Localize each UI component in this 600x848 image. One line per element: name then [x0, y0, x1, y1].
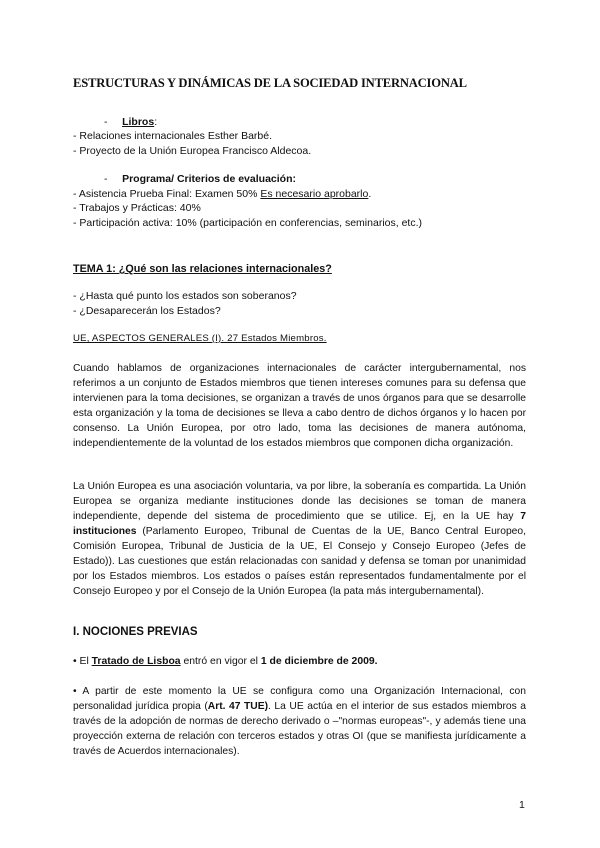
libros-colon: : — [154, 116, 158, 128]
section-1-bullet-1 — [73, 655, 378, 669]
paragraph-2-part-2: (Parlamento Europeo, Tribunal de Cuentas de la UE, Banco Central Europeo, Comisión Europea, Tribunal de Justicia de la UE, El Consejo y Consejo Europeo (Jefes de Estado)). Las cuestiones que están relacionadas con sanidad y defensa se toman por unanimidad por los Estados miembros. Los estados o países están representados fundamentalmente por el Consejo Europeo y por el Consejo de la Unión Europea (la pata más intergubernamental). — [73, 526, 526, 597]
bullet-2-part-1: • A partir de este momento la UE se configura como una Organización Internacional, con personalidad jurídica propia ( — [73, 686, 526, 712]
paragraph-2-bold: 7 instituciones — [73, 511, 526, 537]
section-1-bullet-2 — [73, 684, 526, 759]
tema1-question-2: - ¿Desaparecerán los Estados? — [73, 305, 221, 317]
programa-item-1-text: - Asistencia Prueba Final: Examen 50% — [73, 188, 258, 200]
tema1-heading: TEMA 1: ¿Qué son las relaciones internacionales? — [73, 263, 332, 275]
libros-label: Libros — [122, 116, 155, 128]
programa-bullet: - — [104, 173, 108, 185]
libros-item-1: - Relaciones internacionales Esther Barbé. — [73, 130, 273, 142]
programa-item-1-suffix: . — [368, 188, 372, 200]
libros-item-2: - Proyecto de la Unión Europea Francisco Aldecoa. — [73, 145, 312, 157]
bullet-1-prefix: • El — [73, 656, 92, 667]
programa-heading — [104, 172, 296, 186]
section-1-heading: I. NOCIONES PREVIAS — [73, 626, 198, 638]
programa-item-3: - Participación activa: 10% (participación en conferencias, seminarios, etc.) — [73, 217, 422, 229]
programa-item-1 — [73, 187, 371, 201]
page-number: 1 — [519, 799, 525, 811]
paragraph-1-text: Cuando hablamos de organizaciones internacionales de carácter intergubernamental, nos referimos a un conjunto de Estados miembros que tienen intereses comunes para su defensa que intervienen para la toma decisiones, se organizan a través de unos órganos para que se desarrolle esta organización y la toma de decisiones se lleva a cabo dentro de dichos órganos y lo hacen por consenso. La Unión Europea, por otro lado, toma las decisiones de manera autónoma, independientemente de la voluntad de los estados miembros que componen dicha organización. — [73, 363, 526, 449]
paragraph-2-part-1: La Unión Europea es una asociación voluntaria, va por libre, la soberanía es compartida. La Unión Europea se organiza mediante instituciones donde las decisiones se toman de manera independiente, depende del sistema de procedimiento que se utilice. Ej, en la UE hay — [73, 481, 526, 522]
bullet-2-bold: Art. 47 TUE) — [207, 701, 269, 712]
bullet-1-date: 1 de diciembre de 2009. — [260, 656, 378, 667]
programa-item-1-link[interactable]: Es necesario aprobarlo — [260, 188, 369, 200]
ue-heading: UE, ASPECTOS GENERALES (I). 27 Estados Miembros. — [73, 333, 327, 344]
tema1-question-1: - ¿Hasta qué punto los estados son soberanos? — [73, 290, 297, 302]
tratado-lisboa-link[interactable]: Tratado de Lisboa — [91, 656, 181, 667]
bullet-2-part-2: . La UE actúa en el interior de sus estados miembros a través de la adopción de normas de derecho derivado o –"normas europeas"-, y además tiene una proyección externa de relación con terceros estados y otras OI (que se manifiesta jurídicamente a través de Acuerdos internacionales). — [73, 701, 527, 757]
programa-item-2: - Trabajos y Prácticas: 40% — [73, 202, 201, 214]
programa-label: Programa/ Criterios de evaluación: — [122, 173, 296, 185]
paragraph-2 — [73, 479, 526, 599]
libros-bullet: - — [104, 116, 108, 128]
paragraph-1 — [73, 361, 526, 451]
document-title: ESTRUCTURAS Y DINÁMICAS DE LA SOCIEDAD INTERNACIONAL — [73, 76, 467, 90]
libros-heading — [104, 115, 157, 129]
bullet-1-mid: entró en vigor el — [180, 656, 261, 667]
